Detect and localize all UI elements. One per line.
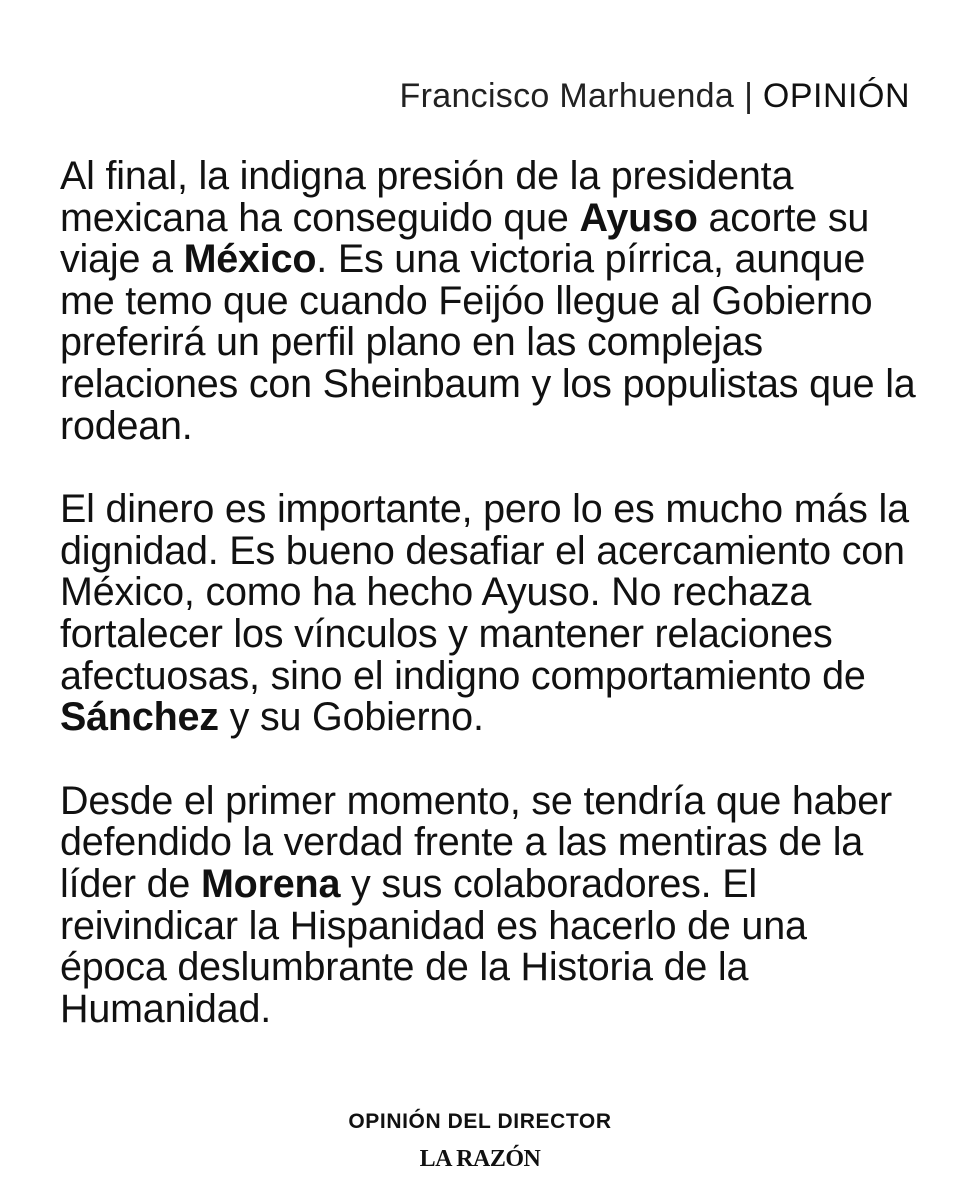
- highlight-morena: Morena: [200, 861, 341, 906]
- highlight-ayuso: Ayuso: [579, 195, 698, 240]
- text-run: Al final, la indigna presión de la presidenta mexicana ha conseguido que: [60, 154, 794, 240]
- text-run: . Es una victoria pírrica, aunque me temo que cuando Feijóo llegue al Gobierno preferirá un perfil plano en las complejas relaciones con Sheinbaum y los populistas que la rodean.: [60, 237, 916, 448]
- text-run: Desde el primer momento, se tendría que haber defendido la verdad frente a las mentiras de la líder de: [60, 778, 892, 906]
- article-body: [60, 156, 920, 1072]
- text-run: y sus colaboradores. El reivindicar la Hispanidad es hacerlo de una época deslumbrante de la Historia de la Humanidad.: [60, 861, 807, 1031]
- paragraph-3: [60, 778, 920, 1031]
- section-label: OPINIÓN: [762, 77, 910, 115]
- byline: [400, 74, 910, 118]
- paragraph-1: [60, 156, 920, 447]
- text-run: El dinero es importante, pero lo es mucho más la dignidad. Es bueno desafiar el acercamiento con México, como ha hecho Ayuso. No rechaza fortalecer los vínculos y mantener relaciones afectuosas, sino el indigno comportamiento de: [60, 487, 909, 698]
- text-run: acorte su viaje a: [60, 195, 870, 282]
- highlight-mexico: México: [183, 237, 317, 282]
- la-razon-logo: LA RAZÓN: [419, 1146, 541, 1172]
- footer-label: OPINIÓN DEL DIRECTOR: [348, 1110, 612, 1133]
- byline-separator: |: [744, 77, 753, 115]
- highlight-sanchez: Sánchez: [60, 695, 219, 740]
- text-run: y su Gobierno.: [218, 695, 484, 740]
- author-name: Francisco Marhuenda: [399, 77, 735, 115]
- paragraph-2: [60, 489, 920, 739]
- footer: [0, 1108, 960, 1174]
